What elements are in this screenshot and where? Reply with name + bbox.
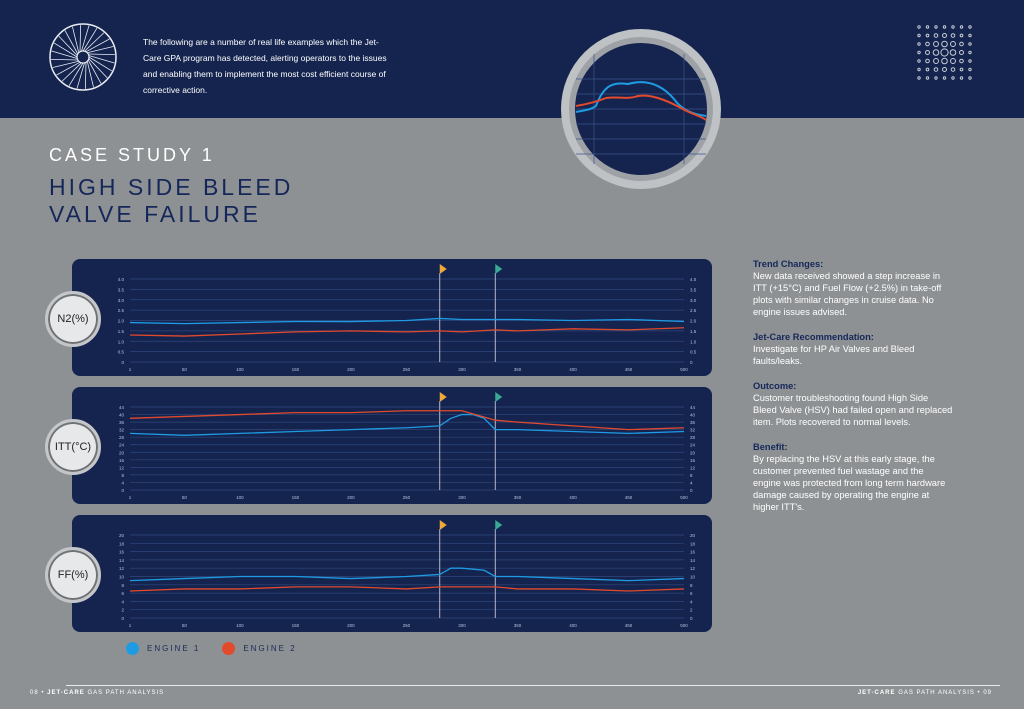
x-tick-label: 400: [569, 495, 577, 500]
y-tick-label-left: 2.5: [117, 308, 124, 314]
y-tick-label-left: 16: [118, 549, 124, 555]
n2-badge: N2(%): [45, 291, 101, 347]
y-tick-label-right: 14: [690, 557, 696, 563]
y-tick-label-right: 2: [690, 607, 693, 613]
footer-left-brand: JET-CARE: [47, 690, 85, 696]
x-tick-label: 300: [458, 495, 466, 500]
y-tick-label-right: 36: [690, 420, 696, 426]
x-tick-label: 50: [181, 367, 187, 372]
outcome-text: Customer troubleshooting found High Side Bleed Valve (HSV) had failed open and replaced item. Plots recovered to normal levels.: [753, 393, 953, 427]
x-tick-label: 500: [680, 367, 688, 372]
itt-badge: ITT(°C): [45, 419, 101, 475]
y-tick-label-right: 0: [690, 360, 693, 365]
y-tick-label-right: 16: [690, 549, 696, 555]
engine1-swatch: [126, 642, 139, 655]
n2-chart: [72, 259, 712, 376]
legend-engine2: ENGINE 2: [243, 644, 297, 653]
y-tick-label-left: 14: [118, 557, 124, 563]
y-tick-label-left: 12: [118, 566, 124, 572]
footer-rule: [66, 685, 1000, 686]
y-tick-label-right: 10: [690, 574, 696, 580]
recommendation-text: Investigate for HP Air Valves and Bleed faults/leaks.: [753, 344, 915, 366]
x-tick-label: 150: [291, 623, 300, 628]
event-flag-icon: [440, 520, 447, 530]
case-study-label: CASE STUDY 1: [49, 145, 215, 165]
y-tick-label-right: 2.0: [690, 318, 697, 324]
y-tick-label-left: 2: [121, 607, 124, 613]
legend-engine1: ENGINE 1: [147, 644, 201, 653]
y-tick-label-left: 4: [121, 480, 124, 486]
y-tick-label-left: 16: [118, 457, 124, 463]
y-tick-label-right: 8: [690, 582, 693, 588]
event-flag-icon: [495, 264, 502, 274]
x-tick-label: 150: [291, 367, 300, 372]
y-tick-label-left: 44: [118, 405, 124, 410]
x-tick-label: 150: [291, 495, 300, 500]
y-tick-label-left: 0.5: [117, 349, 124, 355]
y-tick-label-left: 0: [121, 616, 124, 621]
y-tick-label-right: 0: [690, 616, 693, 621]
benefit-text: By replacing the HSV at this early stage, the customer prevented fuel wastage and the engine was protected from long term hardware damage caused by operating the engine at higher ITT's.: [753, 454, 946, 512]
y-tick-label-right: 16: [690, 457, 696, 463]
y-tick-label-right: 24: [690, 442, 696, 448]
y-tick-label-right: 20: [690, 533, 696, 538]
y-tick-label-left: 4.0: [117, 277, 124, 282]
footer-left-page: 08: [30, 690, 39, 696]
x-tick-label: 100: [236, 623, 244, 628]
footer-left: 08 • JET-CARE GAS PATH ANALYSIS: [30, 690, 165, 696]
footer-right-page: 09: [983, 690, 992, 696]
y-tick-label-right: 12: [690, 566, 696, 572]
series-line-engine-2: [130, 587, 684, 591]
y-tick-label-right: 4.0: [690, 277, 697, 282]
y-tick-label-right: 40: [690, 412, 696, 418]
y-tick-label-left: 0: [121, 360, 124, 365]
itt-chart-panel: [72, 387, 712, 504]
y-tick-label-right: 18: [690, 541, 696, 547]
y-tick-label-left: 8: [121, 472, 124, 478]
x-tick-label: 450: [624, 623, 633, 628]
series-line-engine-1: [130, 568, 684, 580]
y-tick-label-right: 20: [690, 450, 696, 456]
y-tick-label-left: 6: [121, 591, 124, 597]
x-tick-label: 200: [347, 623, 355, 628]
chart-legend: [126, 642, 297, 655]
y-tick-label-left: 20: [118, 533, 124, 538]
x-tick-label: 250: [402, 623, 411, 628]
x-tick-label: 500: [680, 623, 688, 628]
y-tick-label-right: 0: [690, 488, 693, 493]
footer-right-text: GAS PATH ANALYSIS: [898, 690, 975, 696]
y-tick-label-left: 24: [118, 442, 124, 448]
x-tick-label: 50: [181, 495, 187, 500]
x-tick-label: 300: [458, 367, 466, 372]
series-line-engine-2: [130, 328, 684, 336]
y-tick-label-left: 1.0: [117, 339, 124, 345]
y-tick-label-left: 32: [118, 427, 124, 433]
intro-text: The following are a number of real life examples which the Jet-Care GPA program has detected, alerting operators to the issues and enabling them to implement the most cost efficient course of corrective action.: [143, 37, 387, 95]
x-tick-label: 1: [128, 495, 132, 500]
x-tick-label: 1: [128, 623, 132, 628]
footer-right: JET-CARE GAS PATH ANALYSIS • 09: [857, 690, 992, 696]
x-tick-label: 200: [347, 367, 355, 372]
x-tick-label: 100: [236, 367, 244, 372]
series-line-engine-1: [130, 415, 684, 436]
magnifier-lens-icon: [556, 24, 726, 194]
page-title: [49, 174, 293, 228]
y-tick-label-right: 32: [690, 427, 696, 433]
itt-chart: [72, 387, 712, 504]
x-tick-label: 200: [347, 495, 355, 500]
outcome-heading: Outcome:: [753, 381, 797, 391]
y-tick-label-left: 4: [121, 599, 124, 605]
y-tick-label-right: 1.0: [690, 339, 697, 345]
x-tick-label: 250: [402, 495, 411, 500]
y-tick-label-left: 3.5: [117, 287, 124, 293]
recommendation-heading: Jet-Care Recommendation:: [753, 332, 874, 342]
y-tick-label-right: 4: [690, 599, 693, 605]
jet-care-logo-icon: [914, 22, 976, 84]
x-tick-label: 400: [569, 623, 577, 628]
footer-right-brand: JET-CARE: [857, 690, 896, 696]
y-tick-label-left: 0: [121, 488, 124, 493]
event-flag-icon: [440, 264, 447, 274]
n2-chart-panel: [72, 259, 712, 376]
y-tick-label-left: 2.0: [117, 318, 124, 324]
event-flag-icon: [440, 392, 447, 402]
y-tick-label-left: 10: [118, 574, 124, 580]
event-flag-icon: [495, 520, 502, 530]
x-tick-label: 450: [624, 367, 633, 372]
y-tick-label-left: 18: [118, 541, 124, 547]
notes-panel: [753, 258, 953, 526]
ff-badge: FF(%): [45, 547, 101, 603]
series-line-engine-2: [130, 411, 684, 430]
x-tick-label: 350: [513, 495, 522, 500]
x-tick-label: 450: [624, 495, 633, 500]
y-tick-label-right: 1.5: [690, 328, 697, 334]
y-tick-label-left: 20: [118, 450, 124, 456]
ff-chart-panel: [72, 515, 712, 632]
x-tick-label: 250: [402, 367, 411, 372]
benefit-heading: Benefit:: [753, 442, 788, 452]
turbine-fan-icon: [48, 22, 118, 92]
x-tick-label: 350: [513, 623, 522, 628]
x-tick-label: 300: [458, 623, 466, 628]
y-tick-label-left: 28: [118, 435, 124, 441]
y-tick-label-right: 2.5: [690, 308, 697, 314]
y-tick-label-left: 3.0: [117, 297, 124, 303]
title-line-2: VALVE FAILURE: [49, 201, 261, 227]
x-tick-label: 400: [569, 367, 577, 372]
y-tick-label-left: 36: [118, 420, 124, 426]
y-tick-label-right: 28: [690, 435, 696, 441]
x-tick-label: 1: [128, 367, 132, 372]
y-tick-label-right: 3.5: [690, 287, 697, 293]
y-tick-label-left: 1.5: [117, 328, 124, 334]
y-tick-label-right: 44: [690, 405, 696, 410]
x-tick-label: 100: [236, 495, 244, 500]
trend-text: New data received showed a step increase in ITT (+15°C) and Fuel Flow (+2.5%) in take-off plots with similar changes in cruise data. No engine issues advised.: [753, 271, 942, 317]
y-tick-label-right: 3.0: [690, 297, 697, 303]
y-tick-label-left: 40: [118, 412, 124, 418]
footer-left-text: GAS PATH ANALYSIS: [87, 690, 165, 696]
event-flag-icon: [495, 392, 502, 402]
y-tick-label-right: 12: [690, 465, 696, 471]
ff-chart: [72, 515, 712, 632]
y-tick-label-right: 6: [690, 591, 693, 597]
y-tick-label-left: 8: [121, 582, 124, 588]
x-tick-label: 50: [181, 623, 187, 628]
x-tick-label: 500: [680, 495, 688, 500]
series-line-engine-1: [130, 318, 684, 323]
trend-heading: Trend Changes:: [753, 259, 824, 269]
y-tick-label-right: 8: [690, 472, 693, 478]
title-line-1: HIGH SIDE BLEED: [49, 174, 294, 200]
x-tick-label: 350: [513, 367, 522, 372]
y-tick-label-right: 4: [690, 480, 693, 486]
engine2-swatch: [222, 642, 235, 655]
y-tick-label-left: 12: [118, 465, 124, 471]
y-tick-label-right: 0.5: [690, 349, 697, 355]
